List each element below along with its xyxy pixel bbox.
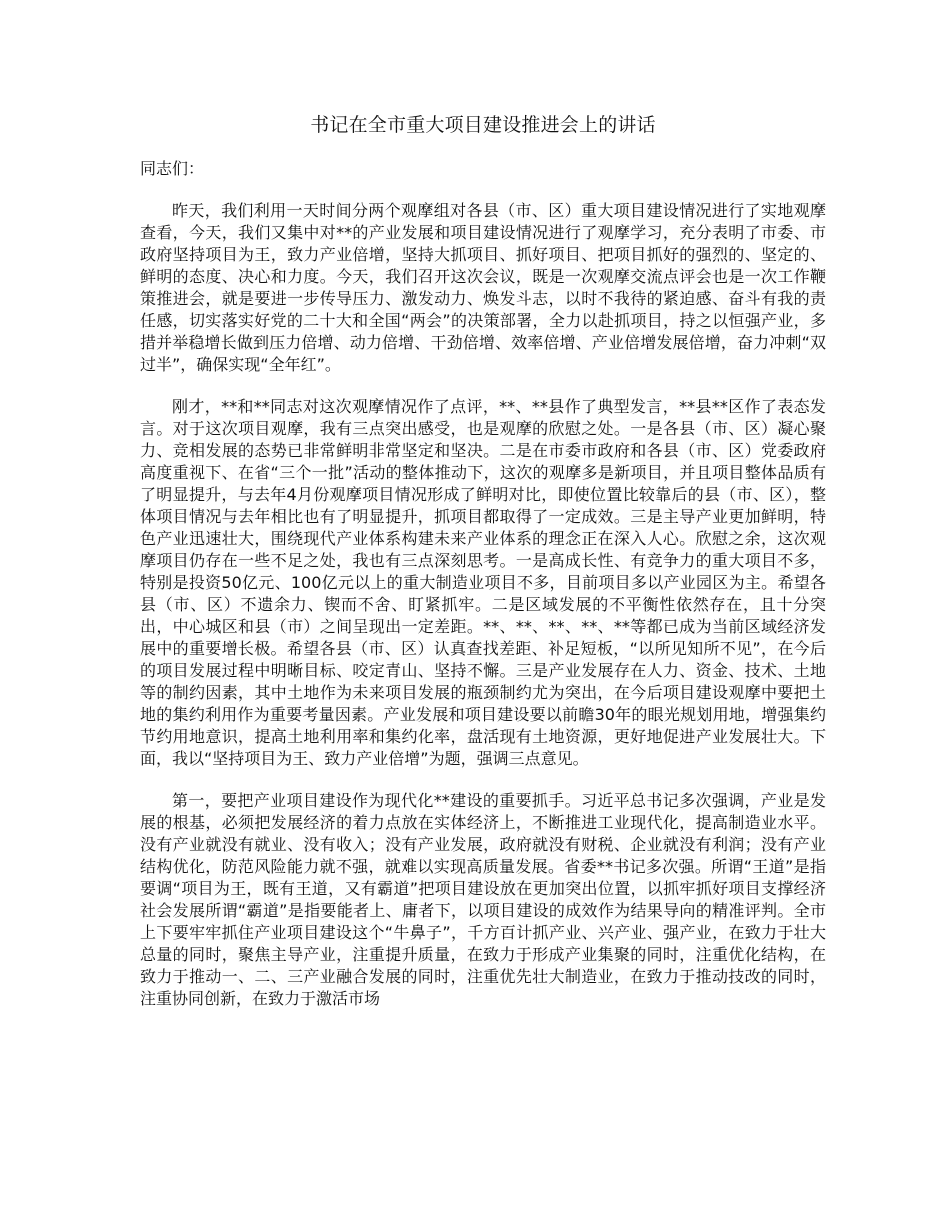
document-title: 书记在全市重大项目建设推进会上的讲话 — [310, 114, 656, 136]
paragraph-3: 第一，要把产业项目建设作为现代化**建设的重要抓手。习近平总书记多次强调，产业是发展的根基，必须把发展经济的着力点放在实体经济上，不断推进工业现代化，提高制造业水平。没有产业就没有就业、没有收入；没有产业发展，政府就没有财税、企业就没有利润；没有产业结构优化，防范风险能力就不强，就难以实现高质量发展。省委**书记多次强。所谓“王道”是指要调“项目为王，既有王道，又有霸道”把项目建设放在更加突出位置，以抓牢抓好项目支撑经济社会发展所谓“霸道”是指要能者上、庸者下，以项目建设的成效作为结果导向的精准评判。全市上下要牢牢抓住产业项目建设这个“牛鼻子”，千方百计抓产业、兴产业、强产业，在致力于壮大总量的同时，聚焦主导产业，注重提升质量，在致力于形成产业集聚的同时，注重优化结构，在致力于推动一、二、三产业融合发展的同时，注重优先壮大制造业，在致力于推动技改的同时，注重协同创新，在致力于激活市场 — [140, 791, 826, 1008]
paragraph-2: 刚才，**和**同志对这次观摩情况作了点评，**、**县作了典型发言，**县**区作了表态发言。对于这次项目观摩，我有三点突出感受，也是观摩的欣慰之处。一是各县（市、区）凝心聚力、竞相发展的态势已非常鲜明非常坚定和坚决。二是在市委市政府和各县（市、区）党委政府高度重视下、在省“三个一批”活动的整体推动下，这次的观摩多是新项目，并且项目整体品质有了明显提升，与去年4月份观摩项目情况形成了鲜明对比，即使位置比较靠后的县（市、区），整体项目情况与去年相比也有了明显提升，抓项目都取得了一定成效。三是主导产业更加鲜明，特色产业迅速壮大，围绕现代产业体系构建未来产业体系的理念正在深入人心。欣慰之余，这次观摩项目仍存在一些不足之处，我也有三点深刻思考。一是高成长性、有竞争力的重大项目不多，特别是投资50亿元、100亿元以上的重大制造业项目不多，目前项目多以产业园区为主。希望各县（市、区）不遗余力、锲而不舍、盯紧抓牢。二是区域发展的不平衡性依然存在，且十分突出，中心城区和县（市）之间呈现出一定差距。**、**、**、**、**等都已成为当前区域经济发展中的重要增长极。希望各县（市、区）认真查找差距、补足短板，“以所见知所不见”，在今后的项目发展过程中明晰目标、咬定青山、坚持不懈。三是产业发展存在人力、资金、技术、土地等的制约因素，其中土地作为未来项目发展的瓶颈制约尤为突出，在今后项目建设观摩中要把土地的集约利用作为重要考量因素。产业发展和项目建设要以前瞻30年的眼光规划用地，增强集约节约用地意识，提高土地利用率和集约化率，盘活现有土地资源，更好地促进产业发展壮大。下面，我以“坚持项目为王、致力产业倍增”为题，强调三点意见。 — [140, 397, 826, 768]
salutation: 同志们： — [140, 159, 205, 178]
paragraph-1: 昨天，我们利用一天时间分两个观摩组对各县（市、区）重大项目建设情况进行了实地观摩查看，今天，我们又集中对**的产业发展和项目建设情况进行了观摩学习，充分表明了市委、市政府坚持项目为王，致力产业倍增，坚持大抓项目、抓好项目、把项目抓好的强烈的、坚定的、鲜明的态度、决心和力度。今天，我们召开这次会议，既是一次观摩交流点评会也是一次工作鞭策推进会，就是要进一步传导压力、激发动力、焕发斗志，以时不我待的紧迫感、奋斗有我的责任感，切实落实好党的二十大和全国“两会”的决策部署，全力以赴抓项目，持之以恒强产业，多措并举稳增长做到压力倍增、动力倍增、干劲倍增、效率倍增、产业倍增发展倍增，奋力冲刺“双过半”，确保实现“全年红”。 — [140, 201, 826, 374]
